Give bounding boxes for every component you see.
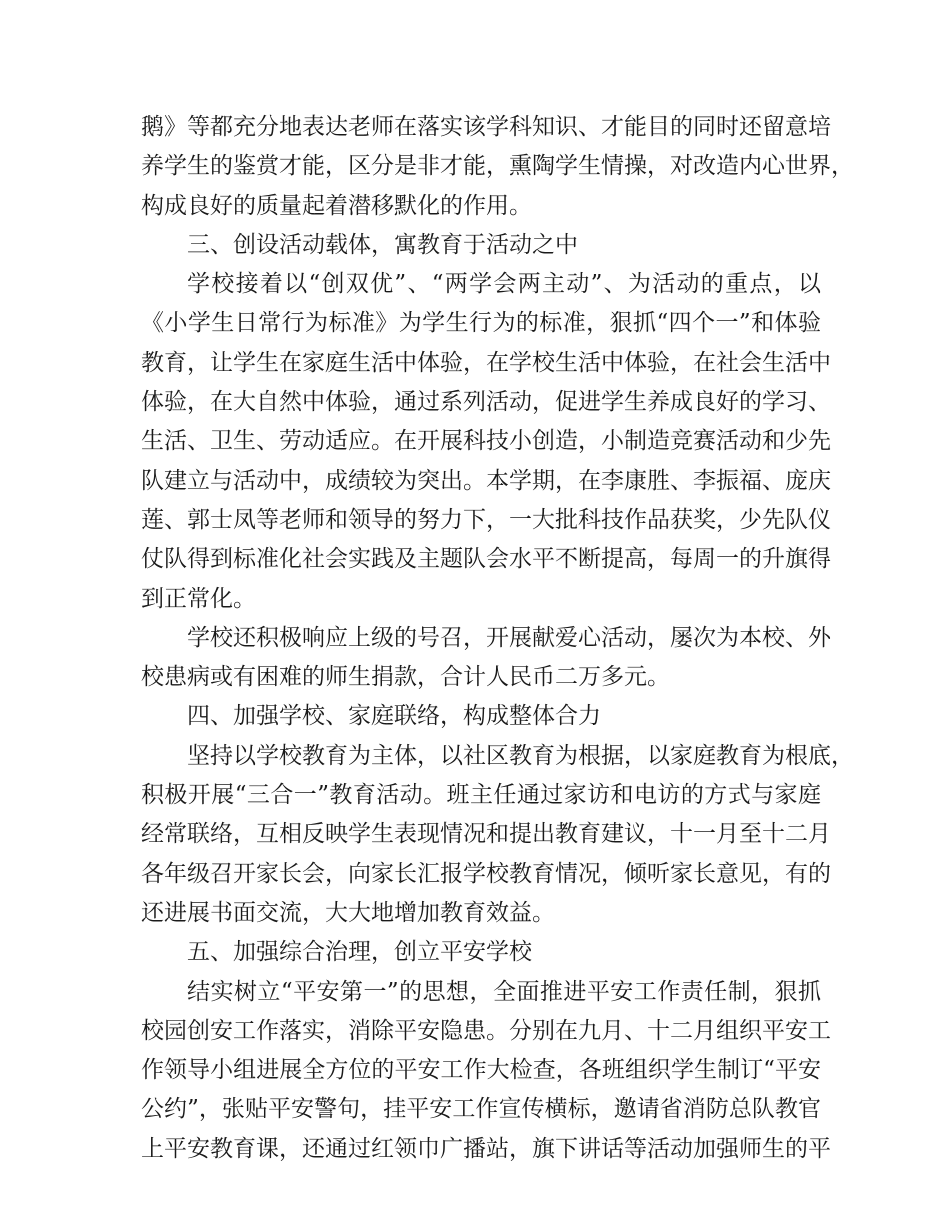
text-line: 养学生的鉴赏才能，区分是非才能，熏陶学生情操，对改造内心世界， <box>141 153 854 180</box>
text-line: 鹅》等都充分地表达老师在落实该学科知识、才能目的同时还留意培 <box>141 114 831 140</box>
text-line: 队建立与活动中，成绩较为突出。本学期，在李康胜、李振福、庞庆 <box>141 467 831 494</box>
text-line: 学校接着以“创双优”、“两学会两主动”、为活动的重点，以 <box>187 271 821 298</box>
text-line: 莲、郭士凤等老师和领导的努力下，一大批科技作品获奖，少先队仪 <box>141 506 831 533</box>
text-line: 积极开展“三合一”教育活动。班主任通过家访和电访的方式与家庭 <box>141 782 821 809</box>
text-line: 教育，让学生在家庭生活中体验，在学校生活中体验，在社会生活中 <box>141 349 831 376</box>
text-line: 仗队得到标准化社会实践及主题队会水平不断提高，每周一的升旗得 <box>141 546 831 573</box>
text-line: 生活、卫生、劳动适应。在开展科技小创造，小制造竞赛活动和少先 <box>141 428 831 455</box>
text-line: 各年级召开家长会，向家长汇报学校教育情况，倾听家长意见，有的 <box>141 860 831 887</box>
text-line: 体验，在大自然中体验，通过系列活动，促进学生养成良好的学习、 <box>141 389 831 416</box>
text-line: 上平安教育课，还通过红领巾广播站，旗下讲话等活动加强师生的平 <box>141 1135 831 1162</box>
document-body-text <box>141 108 854 1169</box>
text-line: 校患病或有困难的师生捐款，合计人民币二万多元。 <box>141 664 670 691</box>
text-line: 五、加强综合治理，创立平安学校 <box>187 939 532 966</box>
text-line: 《小学生日常行为标准》为学生行为的标准，狠抓“四个一”和体验 <box>141 310 821 337</box>
text-line: 到正常化。 <box>141 585 256 612</box>
text-line: 经常联络，互相反映学生表现情况和提出教育建议，十一月至十二月 <box>141 821 831 848</box>
text-line: 四、加强学校、家庭联络，构成整体合力 <box>187 703 601 730</box>
text-line: 校园创安工作落实，消除平安隐患。分别在九月、十二月组织平安工 <box>141 1017 831 1044</box>
text-line: 公约”，张贴平安警句，挂平安工作宣传横标，邀请省消防总队教官 <box>141 1096 821 1123</box>
text-line: 学校还积极响应上级的号召，开展献爱心活动，屡次为本校、外 <box>187 624 831 651</box>
text-line: 结实树立“平安第一”的思想，全面推进平安工作责任制，狠抓 <box>187 978 821 1005</box>
text-line: 坚持以学校教育为主体，以社区教育为根据，以家庭教育为根底， <box>187 742 854 769</box>
text-line: 构成良好的质量起着潜移默化的作用。 <box>141 192 532 219</box>
text-line: 还进展书面交流，大大地增加教育效益。 <box>141 899 555 926</box>
text-line: 作领导小组进展全方位的平安工作大检查，各班组织学生制订“平安 <box>141 1057 821 1084</box>
text-line: 三、创设活动载体，寓教育于活动之中 <box>187 231 578 258</box>
